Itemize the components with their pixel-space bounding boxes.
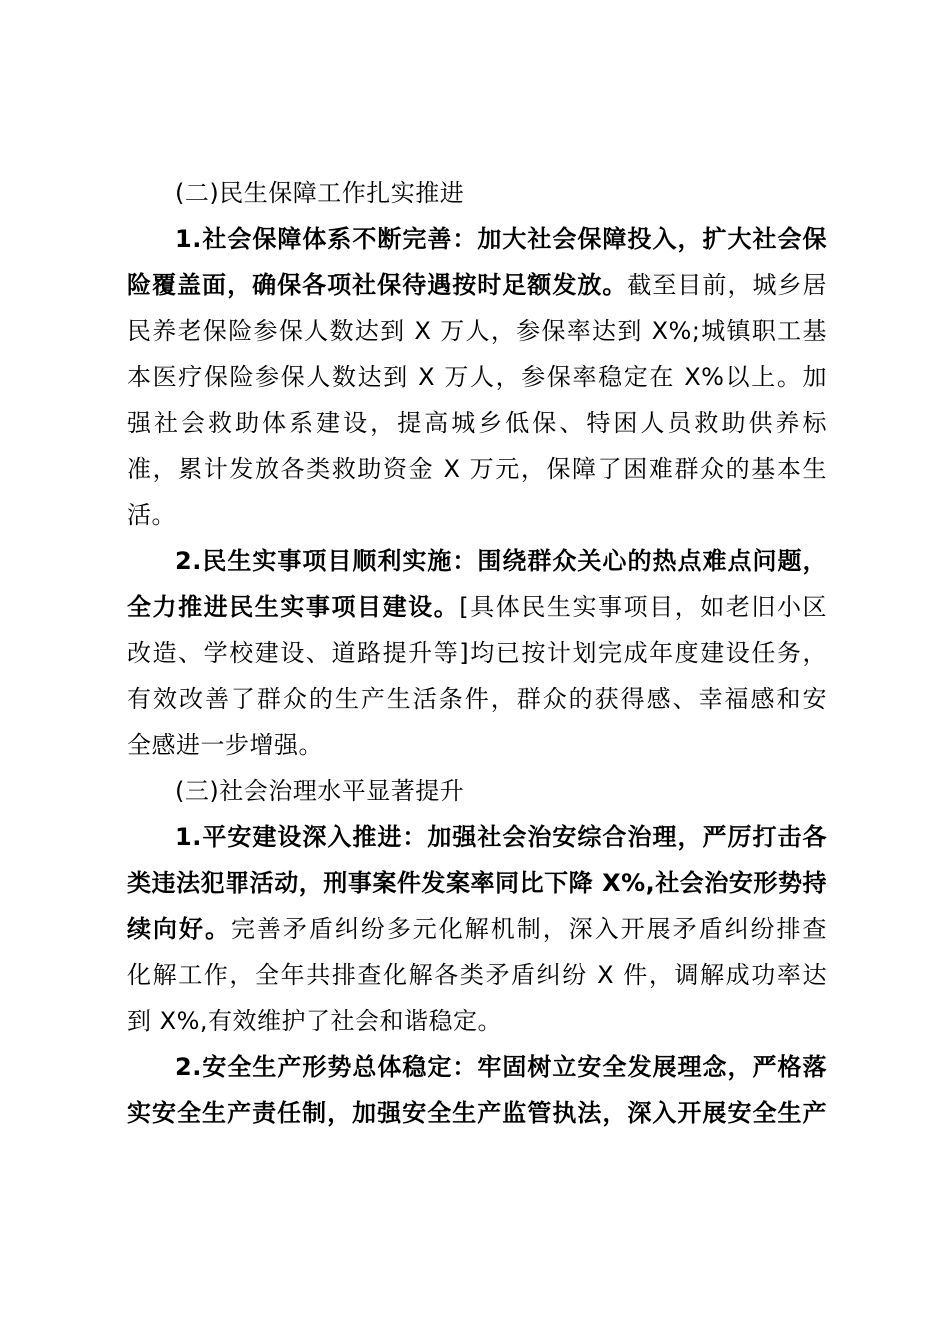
section-heading-2: (二)民生保障工作扎实推进 xyxy=(175,179,465,207)
paragraph-3-bold-lead-mid: 类违法犯罪活动，刑事案件发案率同比下降 X%,社会治安形势持 xyxy=(127,869,827,897)
paragraph-1-line-7: 活。 xyxy=(127,501,176,529)
paragraph-2-bold-lead: 2.民生实事项目顺利实施：围绕群众关心的热点难点问题， xyxy=(175,547,827,575)
paragraph-2-text: [具体民生实事项目，如老旧小区 xyxy=(459,593,828,621)
paragraph-3-line-2 xyxy=(127,860,827,906)
paragraph-1-line-5: 强社会救助体系建设，提高城乡低保、特困人员救助供养标 xyxy=(127,409,827,437)
paragraph-1-line-1 xyxy=(127,216,827,262)
paragraph-3-text: 完善矛盾纠纷多元化解机制，深入开展矛盾纠纷排查 xyxy=(230,915,828,943)
paragraph-2-bold-lead-end: 全力推进民生实事项目建设。 xyxy=(127,593,460,621)
paragraph-3-line-1 xyxy=(127,814,827,860)
paragraph-2-line-2 xyxy=(127,584,827,630)
paragraph-3-bold-lead-end: 续向好。 xyxy=(127,915,231,943)
paragraph-4-bold-lead: 2.安全生产形势总体稳定：牢固树立安全发展理念，严格落 xyxy=(175,1053,827,1081)
paragraph-3-line-3 xyxy=(127,906,827,952)
paragraph-1-bold-lead-end: 险覆盖面，确保各项社保待遇按时足额发放。 xyxy=(127,271,628,299)
paragraph-1-line-4: 本医疗保险参保人数达到 X 万人，参保率稳定在 X%以上。加 xyxy=(127,363,827,391)
paragraph-2-line-4: 有效改善了群众的生产生活条件，群众的获得感、幸福感和安 xyxy=(127,685,827,713)
paragraph-2-line-3: 改造、学校建设、道路提升等]均已按计划完成年度建设任务， xyxy=(127,639,827,667)
paragraph-2-line-1 xyxy=(127,538,827,584)
paragraph-3-line-5: 到 X%,有效维护了社会和谐稳定。 xyxy=(127,1007,503,1035)
paragraph-3-bold-lead: 1.平安建设深入推进：加强社会治安综合治理，严厉打击各 xyxy=(175,823,827,851)
paragraph-4-line-1 xyxy=(127,1044,827,1090)
paragraph-3-line-4: 化解工作，全年共排查化解各类矛盾纠纷 X 件，调解成功率达 xyxy=(127,961,827,989)
paragraph-4-line-2 xyxy=(127,1090,827,1136)
paragraph-1-line-2 xyxy=(127,262,827,308)
paragraph-1-bold-lead: 1.社会保障体系不断完善：加大社会保障投入，扩大社会保 xyxy=(175,225,827,253)
document-page xyxy=(127,170,827,1136)
paragraph-1-text: 截至目前，城乡居 xyxy=(627,271,828,299)
section-heading-3: (三)社会治理水平显著提升 xyxy=(175,777,465,805)
paragraph-1-line-3: 民养老保险参保人数达到 X 万人，参保率达到 X%;城镇职工基 xyxy=(127,317,827,345)
paragraph-2-line-5: 全感进一步增强。 xyxy=(127,731,323,759)
paragraph-1-line-6: 准，累计发放各类救助资金 X 万元，保障了困难群众的基本生 xyxy=(127,455,827,483)
paragraph-4-bold-lead-mid: 实安全生产责任制，加强安全生产监管执法，深入开展安全生产 xyxy=(127,1099,827,1127)
